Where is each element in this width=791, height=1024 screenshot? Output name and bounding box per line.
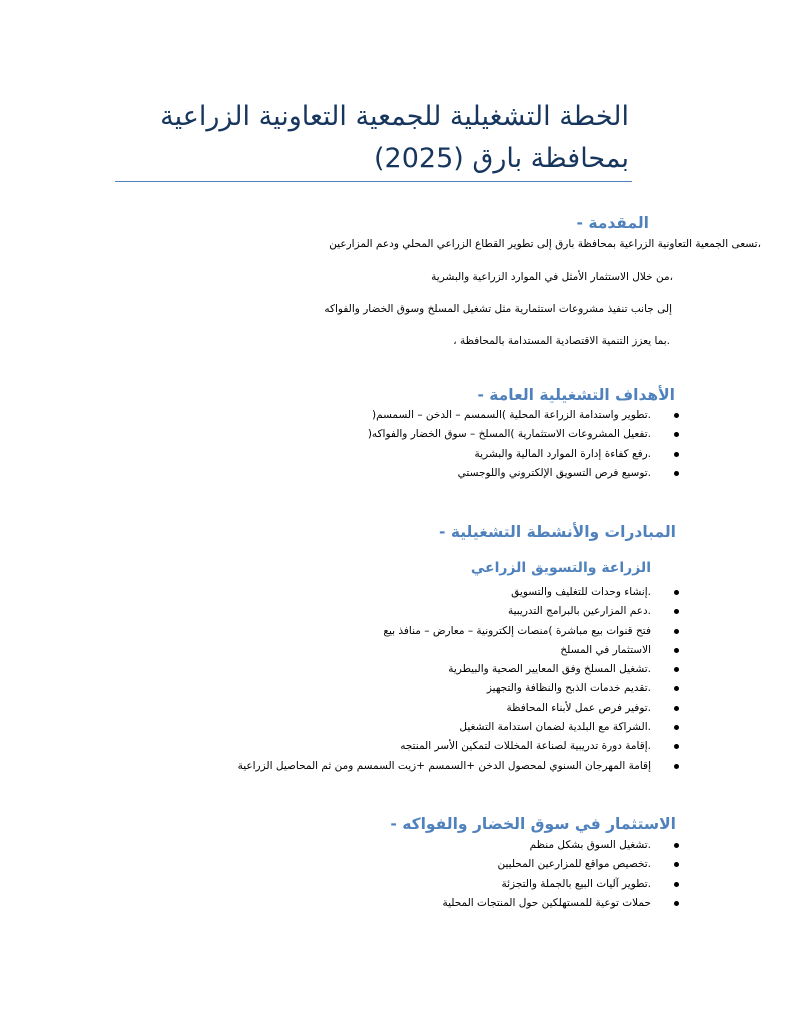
list-item: .دعم المزارعين بالبرامج التدريبية [238,602,651,621]
bullet-icon [674,725,679,730]
bullet-icon [674,452,679,457]
bullet-icon [674,882,679,887]
bullet-icon [674,413,679,418]
title-underline [115,181,632,182]
list-item: إقامة المهرجان السنوي لمحصول الدخن +السمسم +زيت السمسم ومن ثم المحاصيل الزراعية [238,757,651,776]
bullet-icon [674,471,679,476]
market-heading: الاستثمار في سوق الخضار والفواكه - [390,815,676,833]
bullet-icon [674,686,679,691]
goals-heading: الأهداف التشغيلية العامة - [477,386,675,404]
bullet-icon [674,648,679,653]
agri-subheading: الزراعة والتسويق الزراعي [470,560,651,576]
list-item: .تشغيل السوق بشكل منظم [442,836,651,855]
intro-paragraph-2: ،من خلال الاستثمار الأمثل في الموارد الزراعية والبشرية [431,271,673,283]
list-item: .تقديم خدمات الذبح والنظافة والتجهيز [238,679,651,698]
initiatives-heading: المبادرات والأنشطة التشغيلية - [438,523,676,541]
list-item: .توسيع فرص التسويق الإلكتروني واللوجستي [368,464,651,483]
bullet-icon [674,862,679,867]
bullet-icon [674,629,679,634]
list-item: .إقامة دورة تدريبية لصناعة المخللات لتمكين الأسر المنتجه [238,737,651,756]
list-item: .تفعيل المشروعات الاستثمارية )المسلخ – سوق الخضار والفواكه( [368,425,651,444]
bullet-icon [674,667,679,672]
list-item: .إنشاء وحدات للتغليف والتسويق [238,583,651,602]
bullet-icon [674,706,679,711]
bullet-icon [674,590,679,595]
goals-list [368,406,651,483]
intro-paragraph-4: .بما يعزز التنمية الاقتصادية المستدامة بالمحافظة ، [453,335,670,347]
list-item: .الشراكة مع البلدية لضمان استدامة التشغيل [238,718,651,737]
bullet-icon [674,901,679,906]
list-item: .تشغيل المسلخ وفق المعايير الصحية والبيطرية [238,660,651,679]
document-title: الخطة التشغيلية للجمعية التعاونية الزراعية بمحافظة بارق (2025) [160,101,629,174]
intro-heading: المقدمة - [576,214,649,232]
agri-list [238,583,651,776]
bullet-icon [674,764,679,769]
list-item: .رفع كفاءة إدارة الموارد المالية والبشرية [368,445,651,464]
list-item: .توفير فرص عمل لأبناء المحافظة [238,699,651,718]
bullet-icon [674,432,679,437]
market-list [442,836,651,913]
list-item: .تطوير آليات البيع بالجملة والتجزئة [442,875,651,894]
list-item: الاستثمار في المسلخ [238,641,651,660]
list-item: فتح قنوات بيع مباشرة )منصات إلكترونية – معارض – منافذ بيع [238,622,651,641]
bullet-icon [674,609,679,614]
list-item: حملات توعية للمستهلكين حول المنتجات المحلية [442,894,651,913]
list-item: .تطوير واستدامة الزراعة المحلية )السمسم – الدخن – السمسم( [368,406,651,425]
bullet-icon [674,843,679,848]
intro-paragraph-3: إلى جانب تنفيذ مشروعات استثمارية مثل تشغيل المسلخ وسوق الخضار والفواكه [324,303,672,315]
intro-paragraph-1: ،تسعى الجمعية التعاونية الزراعية بمحافظة بارق إلى تطوير القطاع الزراعي المحلي ودعم المزارعين [329,238,761,250]
list-item: .تخصيص مواقع للمزارعين المحليين [442,855,651,874]
bullet-icon [674,744,679,749]
